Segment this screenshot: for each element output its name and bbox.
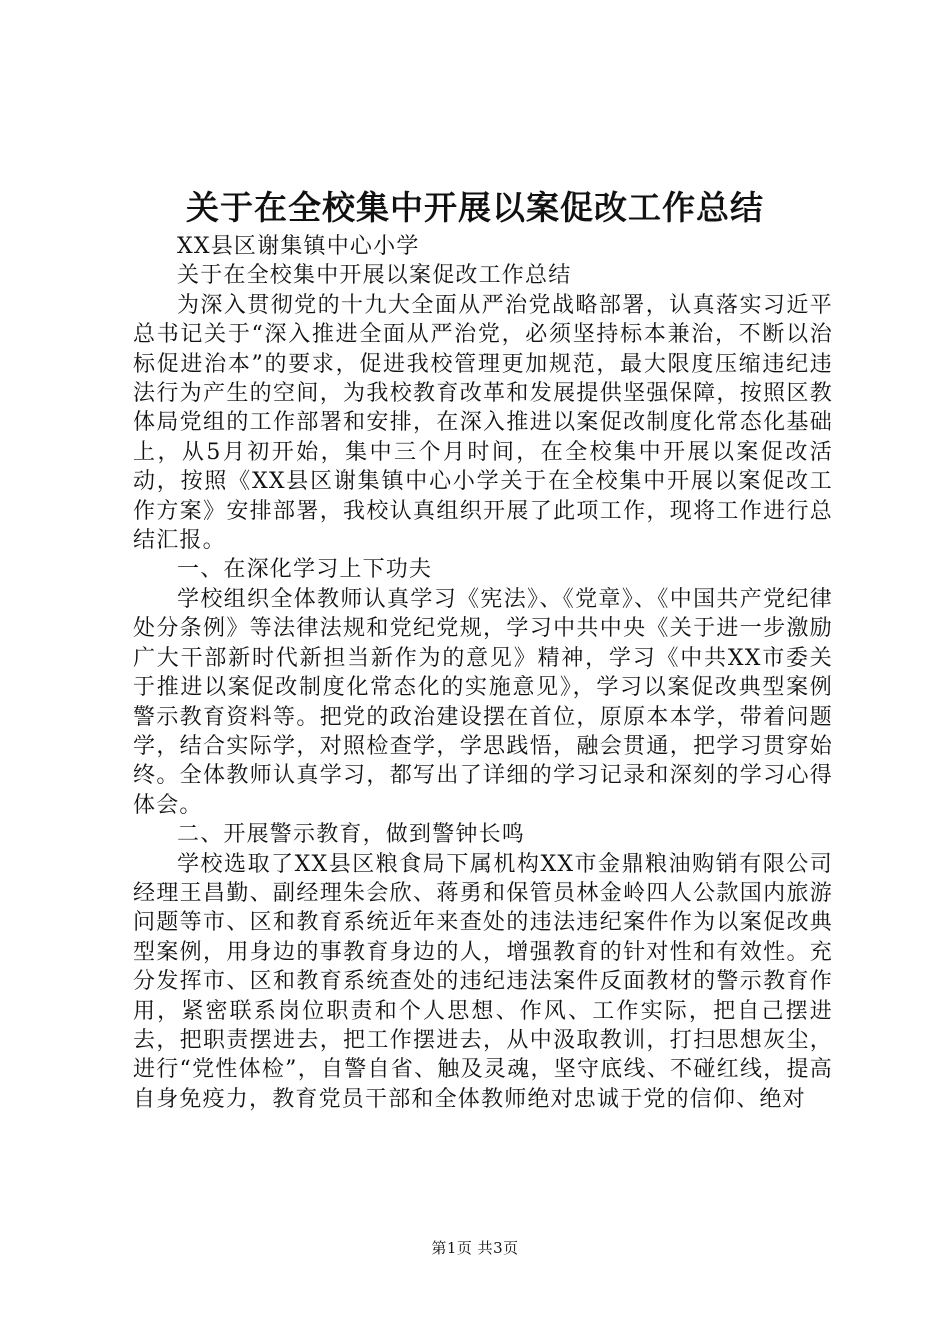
- subtitle-line: 关于在全校集中开展以案促改工作总结: [177, 263, 572, 289]
- school-name-line: XX县区谢集镇中心小学: [177, 234, 420, 259]
- document-body: [133, 232, 833, 1114]
- section-heading-1: 一、在深化学习上下功夫: [177, 557, 433, 583]
- intro-paragraph: 为深入贯彻党的十九大全面从严治党战略部署，认真落实习近平总书记关于“深入推进全面从严治党，必须坚持标本兼治，不断以治标促进治本”的要求，促进我校管理更加规范，最大限度压缩违纪违法行为产生的空间，为我校教育改革和发展提供坚强保障，按照区教体局党组的工作部署和安排，在深入推进以案促改制度化常态化基础上，从5月初开始，集中三个月时间，在全校集中开展以案促改活动，按照《XX县区谢集镇中心小学关于在全校集中开展以案促改工作方案》安排部署，我校认真组织开展了此项工作，现将工作进行总结汇报。: [133, 292, 833, 554]
- document-title: 关于在全校集中开展以案促改工作总结: [186, 188, 764, 227]
- page-footer: 第1页 共3页: [431, 1239, 519, 1257]
- section-2-paragraph: 学校选取了XX县区粮食局下属机构XX市金鼎粮油购销有限公司经理王昌勤、副经理朱会欣、蒋勇和保管员林金岭四人公款国内旅游问题等市、区和教育系统近年来查处的违法违纪案件作为以案促改典型案例，用身边的事教育身边的人，增强教育的针对性和有效性。充分发挥市、区和教育系统查处的违纪违法案件反面教材的警示教育作用，紧密联系岗位职责和个人思想、作风、工作实际，把自己摆进去，把职责摆进去，把工作摆进去，从中汲取教训，打扫思想灰尘，进行“党性体检”，自警自省、触及灵魂，坚守底线、不碰红线，提高自身免疫力，教育党员干部和全体教师绝对忠诚于党的信仰、绝对: [133, 851, 833, 1112]
- section-heading-2: 二、开展警示教育，做到警钟长鸣: [177, 822, 526, 848]
- section-1-paragraph: 学校组织全体教师认真学习《宪法》、《党章》、《中国共产党纪律处分条例》等法律法规和党纪党规，学习中共中央《关于进一步激励广大干部新时代新担当新作为的意见》精神，学习《中共XX市委关于推进以案促改制度化常态化的实施意见》，学习以案促改典型案例警示教育资料等。把党的政治建设摆在首位，原原本本学，带着问题学，结合实际学，对照检查学，学思践悟，融会贯通，把学习贯穿始终。全体教师认真学习，都写出了详细的学习记录和深刻的学习心得体会。: [133, 586, 833, 818]
